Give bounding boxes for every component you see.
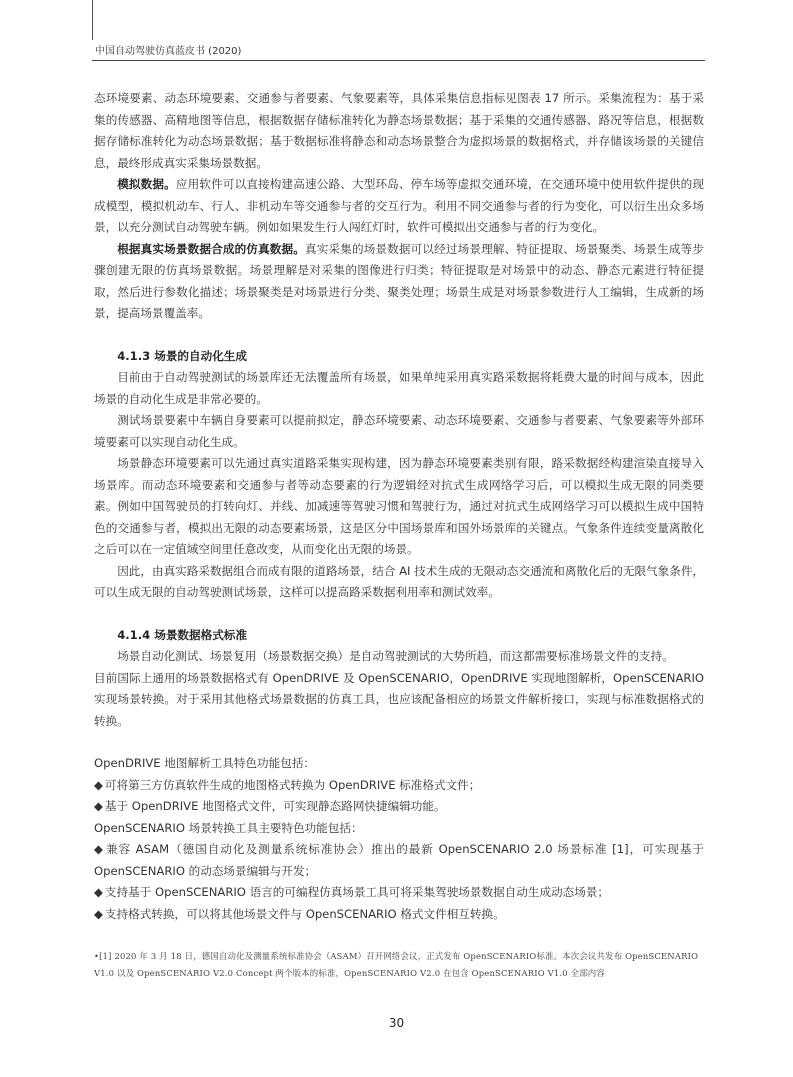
term-simulated-data: 模拟数据。 <box>117 177 176 191</box>
bullet-item: ◆ 支持格式转换，可以将其他场景文件与 OpenSCENARIO 格式文件相互转换。 <box>94 904 704 926</box>
section-heading-4-1-4: 4.1.4 场景数据格式标准 <box>117 627 247 642</box>
paragraph-synthesized-data-text: 真实采集的场景数据可以经过场景理解、特征提取、场景聚类、场景生成等步骤创建无限的仿真场景数据。场景理解是对采集的图像进行归类；特征提取是对场景中的动态、静态元素进行特征提取，然后进行参数化描述；场景聚类是对场景进行分类、聚类处理；场景生成是对场景参数进行人工编辑，生成新的场景，提高场景覆盖率。 <box>94 241 704 320</box>
paragraph-test-elements: 测试场景要素中车辆自身要素可以提前拟定，静态环境要素、动态环境要素、交通参与者要素、气象要素等外部环境要素可以实现自动化生成。 <box>94 413 704 449</box>
paragraph-format-trend: 场景自动化测试、场景复用（场景数据交换）是自动驾驶测试的大势所趋，而这都需要标准场景文件的支持。 <box>117 649 674 663</box>
bullet-item: ◆ 支持基于 OpenSCENARIO 语言的可编程仿真场景工具可将采集驾驶场景数据自动生成动态场景； <box>94 882 704 904</box>
body-content <box>94 88 704 925</box>
term-synthesized-data: 根据真实场景数据合成的仿真数据。 <box>117 241 306 256</box>
footnote <box>94 948 706 982</box>
section-heading-4-1-3: 4.1.3 场景的自动化生成 <box>117 348 247 363</box>
running-header-title: 中国自动驾驶仿真蓝皮书 (2020) <box>95 46 242 57</box>
paragraph-format-standards: 目前国际上通用的场景数据格式有 OpenDRIVE 及 OpenSCENARIO，OpenDRIVE 实现地图解析，OpenSCENARIO 实现场景转换。对于采用其他格式场景数据的仿真工具，也应该配备相应的场景文件解析接口，实现与标准数据格式的转换。 <box>94 670 704 728</box>
paragraph-simulated-data <box>94 174 704 239</box>
paragraph-synthesized-data <box>94 239 704 325</box>
paragraph-conclusion: 因此，由真实路采数据组合而成有限的道路场景，结合 AI 技术生成的无限动态交通流和离散化后的无限气象条件，可以生成无限的自动驾驶测试场景，这样可以提高路采数据利用率和测试效率。 <box>94 563 705 599</box>
paragraph-automation-need: 目前由于自动驾驶测试的场景库还无法覆盖所有场景，如果单纯采用真实路采数据将耗费大量的时间与成本，因此场景的自动化生成是非常必要的。 <box>94 370 704 406</box>
paragraph-collection-flow: 态环境要素、动态环境要素、交通参与者要素、气象要素等，具体采集信息指标见图表 17 所示。采集流程为：基于采集的传感器、高精地图等信息，根据数据存储标准转化为静态场景数据；基于采集的交通传感器、路况等信息，根据数据存储标准转化为动态场景数据；基于数据标准将静态和动态场景整合为虚拟场景的数据格式，并存储该场景的关键信息，最终形成真实采集场景数据。 <box>94 91 704 170</box>
header-vertical-rule <box>92 0 93 40</box>
header-divider <box>92 60 705 61</box>
footnote-text: •[1] 2020 年 3 月 18 日，德国自动化及测量系统标准协会（ASAM）召开网络会议，正式发布 OpenSCENARIO标准。本次会议共发布 OpenSCENARIO V1.0 以及 OpenSCENARIO V2.0 Concept 两个版本的标准，OpenSCENARIO V2.0 在包含 OpenSCENARIO V1.0 全部内容 <box>94 951 699 978</box>
bullet-item: ◆ 可将第三方仿真软件生成的地图格式转换为 OpenDRIVE 标准格式文件； <box>94 775 704 797</box>
bullet-item: ◆ 基于 OpenDRIVE 地图格式文件，可实现静态路网快捷编辑功能。 <box>94 796 704 818</box>
list-intro-openscenario: OpenSCENARIO 场景转换工具主要特色功能包括： <box>94 820 363 835</box>
paragraph-simulated-data-text: 应用软件可以直接构建高速公路、大型环岛、停车场等虚拟交通环境，在交通环境中使用软件提供的现成模型，模拟机动车、行人、非机动车等交通参与者的交互行为。利用不同交通参与者的行为变化，可以衍生出众多场景，以充分测试自动驾驶车辆。例如如果发生行人闯红灯时，软件可模拟出交通参与者的行为变化。 <box>94 177 704 234</box>
paragraph-static-dynamic-elements: 场景静态环境要素可以先通过真实道路采集实现构建，因为静态环境要素类别有限，路采数据经构建渲染直接导入场景库。而动态环境要素和交通参与者等动态要素的行为逻辑经对抗式生成网络学习后，可以模拟生成无限的同类要素。例如中国驾驶员的打转向灯、并线、加减速等驾驶习惯和驾驶行为，通过对抗式生成网络学习可以模拟生成中国特色的交通参与者，模拟出无限的动态要素场景，这是区分中国场景库和国外场景库的关键点。气象条件连续变量离散化之后可以在一定值域空间里任意改变，从而变化出无限的场景。 <box>94 456 704 556</box>
bullet-item: ◆ 兼容 ASAM（德国自动化及测量系统标准协会）推出的最新 OpenSCENARIO 2.0 场景标准 [1]，可实现基于 OpenSCENARIO 的动态场景编辑与开发； <box>94 839 704 882</box>
list-intro-opendrive: OpenDRIVE 地图解析工具特色功能包括： <box>94 756 316 770</box>
page-number: 30 <box>388 1016 405 1030</box>
